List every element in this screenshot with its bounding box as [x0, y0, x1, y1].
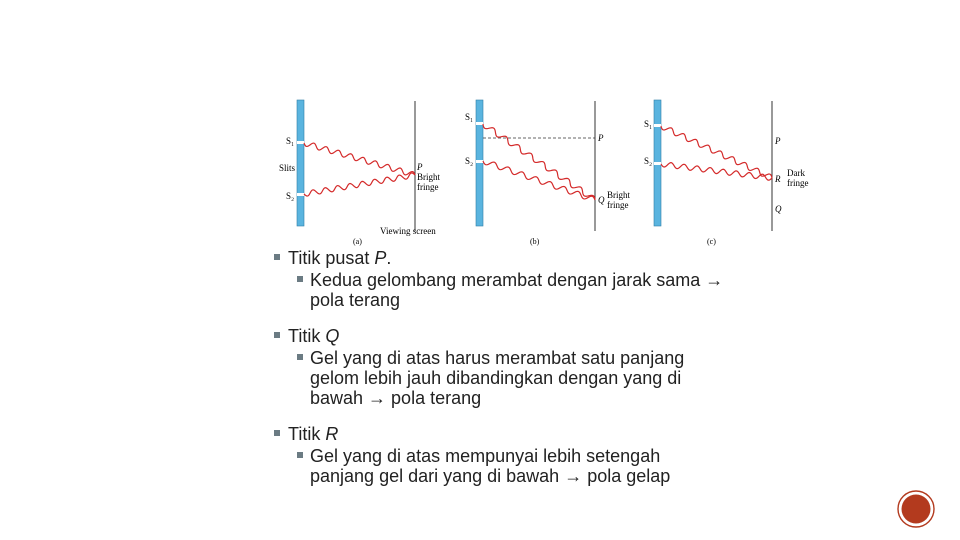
- bullet-titik-r: [272, 424, 832, 444]
- label-bright-b-1: Bright: [607, 190, 631, 200]
- bullet-marker: [297, 452, 303, 458]
- sub-bullet-line: Gel yang di atas harus merambat satu panjang: [310, 348, 685, 368]
- bullet-marker: [297, 354, 303, 360]
- label-q-c: Q: [775, 204, 782, 214]
- label-bright-a-1: Bright: [417, 172, 441, 182]
- label-s1-b: S₁: [465, 112, 474, 122]
- caption-a: (a): [353, 237, 362, 246]
- label-r-c: R: [775, 174, 781, 184]
- label-viewing-screen: Viewing screen: [380, 226, 436, 236]
- wave-top-b: [483, 124, 595, 200]
- bullet-text-end: .: [386, 248, 392, 268]
- bullet-text: Titik: [288, 326, 326, 346]
- caption-b: (b): [530, 237, 540, 246]
- wave-bottom-a: [304, 173, 415, 196]
- bullet-marker: [274, 430, 280, 436]
- bullet-point-name: R: [325, 424, 339, 444]
- sub-bullet-q: [272, 348, 832, 408]
- bullet-text: Titik pusat: [288, 248, 375, 268]
- sub-bullet-p: [272, 270, 832, 310]
- panel-c: [644, 100, 809, 246]
- panel-a: [279, 100, 441, 246]
- label-dark-c-2: fringe: [787, 178, 809, 188]
- panel-b: [465, 100, 631, 246]
- page-number-badge: [896, 489, 936, 529]
- label-slits: Slits: [279, 163, 296, 173]
- wave-top-c: [661, 126, 772, 178]
- sub-bullet-line: gelom lebih jauh dibandingkan dengan yang di: [310, 368, 682, 388]
- bullet-titik-p: [272, 248, 832, 268]
- bullet-point-name: P: [374, 248, 387, 268]
- bullet-point-name: Q: [325, 326, 340, 346]
- label-s1-a: S₁: [286, 136, 295, 146]
- sub-bullet-r: [272, 446, 832, 486]
- wave-bottom-b: [483, 161, 595, 200]
- interference-figure: [270, 96, 820, 248]
- sub-bullet-line: panjang gel dari yang di bawah → pola gelap: [310, 466, 671, 486]
- label-s2-c: S₂: [644, 156, 653, 166]
- bullet-marker: [274, 254, 280, 260]
- bullet-list: [272, 248, 832, 486]
- label-s2-a: S₂: [286, 191, 295, 201]
- sub-bullet-line: pola terang: [310, 290, 401, 310]
- wave-top-a: [304, 143, 415, 175]
- label-s2-b: S₂: [465, 156, 474, 166]
- bullet-marker: [274, 332, 280, 338]
- label-s1-c: S₁: [644, 119, 653, 129]
- label-dark-c-1: Dark: [787, 168, 805, 178]
- label-p-c: P: [775, 136, 781, 146]
- label-q-b: Q: [598, 195, 605, 205]
- label-bright-b-2: fringe: [607, 200, 629, 210]
- label-p-a: P: [417, 162, 423, 172]
- sub-bullet-line: Kedua gelombang merambat dengan jarak sama →: [310, 270, 724, 290]
- bullet-text: Titik: [288, 424, 326, 444]
- bullet-marker: [297, 276, 303, 282]
- sub-bullet-line: bawah → pola terang: [310, 388, 482, 408]
- slit-barrier-a: [297, 100, 304, 226]
- label-bright-a-2: fringe: [417, 182, 439, 192]
- label-p-b: P: [598, 133, 604, 143]
- wave-bottom-c: [661, 163, 772, 181]
- bullet-titik-q: [272, 326, 832, 346]
- sub-bullet-line: Gel yang di atas mempunyai lebih setengah: [310, 446, 661, 466]
- caption-c: (c): [707, 237, 716, 246]
